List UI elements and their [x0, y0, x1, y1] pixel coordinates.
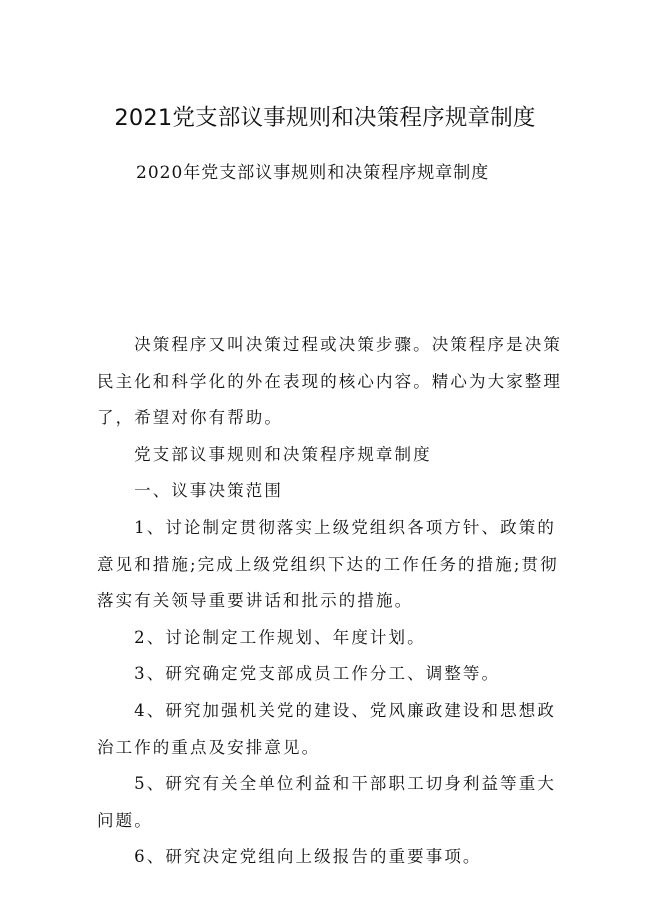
list-item: 4、研究加强机关党的建设、党风廉政建设和思想政治工作的重点及安排意见。	[97, 700, 556, 757]
body-paragraph: 决策程序又叫决策过程或决策步骤。决策程序是决策民主化和科学化的外在表现的核心内容。精心为大家整理了，希望对你有帮助。	[97, 335, 562, 428]
list-item: 6、研究决定党组向上级报告的重要事项。	[134, 847, 482, 867]
document-subtitle: 2020年党支部议事规则和决策程序规章制度	[136, 163, 490, 183]
list-item: 5、研究有关全单位利益和干部职工切身利益等重大问题。	[97, 774, 556, 830]
list-item: 3、研究确定党支部成员工作分工、调整等。	[134, 664, 501, 684]
list-item: 2、讨论制定工作规划、年度计划。	[134, 627, 426, 647]
list-item: 1、讨论制定贯彻落实上级党组织各项方针、政策的意见和措施;完成上级党组织下达的工作任务的措施;贯彻落实有关领导重要讲话和批示的措施。	[97, 517, 559, 611]
section-heading: 党支部议事规则和决策程序规章制度	[134, 444, 432, 464]
section-heading: 一、议事决策范围	[134, 481, 283, 501]
document-title: 2021党支部议事规则和决策程序规章制度	[114, 105, 536, 131]
document-body	[97, 327, 567, 876]
